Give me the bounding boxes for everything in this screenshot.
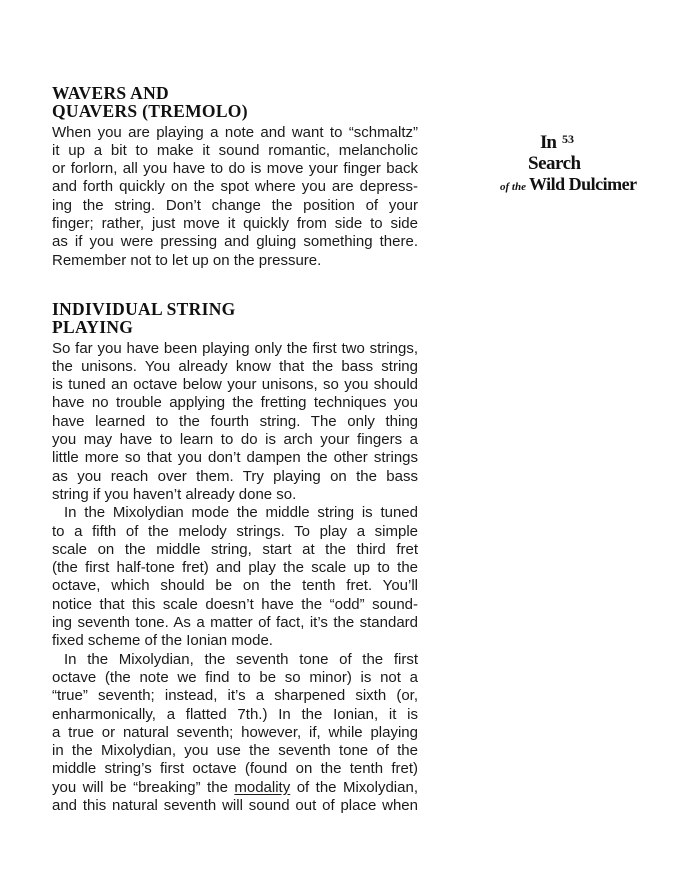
text-line: octave, which should be on the tenth fret. You’ll [52, 577, 418, 595]
text-line: you may have to learn to do is arch your fingers a [52, 431, 418, 449]
text-line: little more so that you don’t dampen the other strings [52, 449, 418, 467]
text-line: In the Mixolydian mode the middle string is tuned [64, 504, 418, 522]
text-line: ing the string. Don’t change the position of your [52, 196, 418, 214]
text-line: to a fifth of the melody strings. To play a simple [52, 522, 418, 540]
text-line: you will be “breaking” the modality of the Mixolydian, [52, 778, 418, 796]
logo-text-search: Search [528, 153, 581, 174]
paragraph [52, 124, 418, 270]
text-line: and forth quickly on the spot where you are depress- [52, 178, 418, 196]
logo-row-2 [500, 153, 670, 174]
paragraph [52, 651, 418, 816]
book-title-logo [500, 132, 670, 195]
paragraph [52, 340, 418, 505]
logo-row-3 [500, 174, 670, 195]
text-line: finger; rather, just move it quickly from side to side [52, 215, 418, 233]
section-heading [52, 84, 418, 121]
section-2 [52, 300, 418, 815]
heading-line: QUAVERS (TREMOLO) [52, 101, 248, 122]
text-line: as you reach over them. Try playing on the bass [52, 467, 418, 485]
text-line: is tuned an octave below your unisons, so you should [52, 376, 418, 394]
text-line: fixed scheme of the Ionian mode. [52, 632, 273, 650]
text-line: in the Mixolydian, you use the seventh tone of the [52, 742, 418, 760]
text-line: “true” seventh; instead, it’s a sharpened sixth (or, [52, 687, 418, 705]
text-line: and this natural seventh will sound out of place when [52, 796, 418, 814]
text-line: In the Mixolydian, the seventh tone of the first [64, 650, 418, 668]
text-line: have no trouble applying the fretting techniques you [52, 394, 418, 412]
text-line: string if you haven’t already done so. [52, 485, 297, 503]
text-line: So far you have been playing only the first two strings, [52, 339, 418, 357]
text-line: as if you were pressing and gluing something there. [52, 233, 418, 251]
text-line: ing seventh tone. As a matter of fact, it’s the standard [52, 614, 418, 632]
paragraph [52, 504, 418, 650]
text-line: octave (the note we find to be so minor) is not a [52, 668, 418, 686]
text-line: When you are playing a note and want to “schmaltz” [52, 123, 418, 141]
heading-line: PLAYING [52, 317, 134, 338]
text-line: notice that this scale doesn’t have the “odd” sound- [52, 595, 418, 613]
section-1 [52, 84, 418, 270]
heading-line: WAVERS AND [52, 83, 169, 103]
text-line: a true or natural seventh; however, if, while playing [52, 723, 418, 741]
underlined-term: modality [234, 778, 291, 796]
section-heading [52, 300, 418, 337]
text-line: the unisons. You already know that the bass string [52, 357, 418, 375]
text-line: middle string’s first octave (found on the tenth fret) [52, 760, 418, 778]
text-line: have learned to the fourth string. The only thing [52, 412, 418, 430]
text-line: (the first half-tone fret) and play the scale up to the [52, 559, 418, 577]
logo-text-wild-dulcimer: Wild Dulcimer [528, 174, 637, 194]
text-column [52, 84, 418, 815]
text-line: enharmonically, a flatted 7th.) In the Ionian, it is [52, 705, 418, 723]
logo-row-1 [500, 132, 670, 153]
text-line: it up a bit to make it sound romantic, melancholic [52, 141, 418, 159]
page-number: 53 [561, 132, 574, 146]
text-line: or forlorn, all you have to do is move your finger back [52, 160, 418, 178]
logo-text-in: In [540, 132, 556, 153]
text-line: Remember not to let up on the pressure. [52, 251, 322, 269]
heading-line: INDIVIDUAL STRING [52, 298, 236, 319]
text-line: scale on the middle string, start at the third fret [52, 540, 418, 558]
logo-text-of-the: of the [500, 181, 526, 193]
